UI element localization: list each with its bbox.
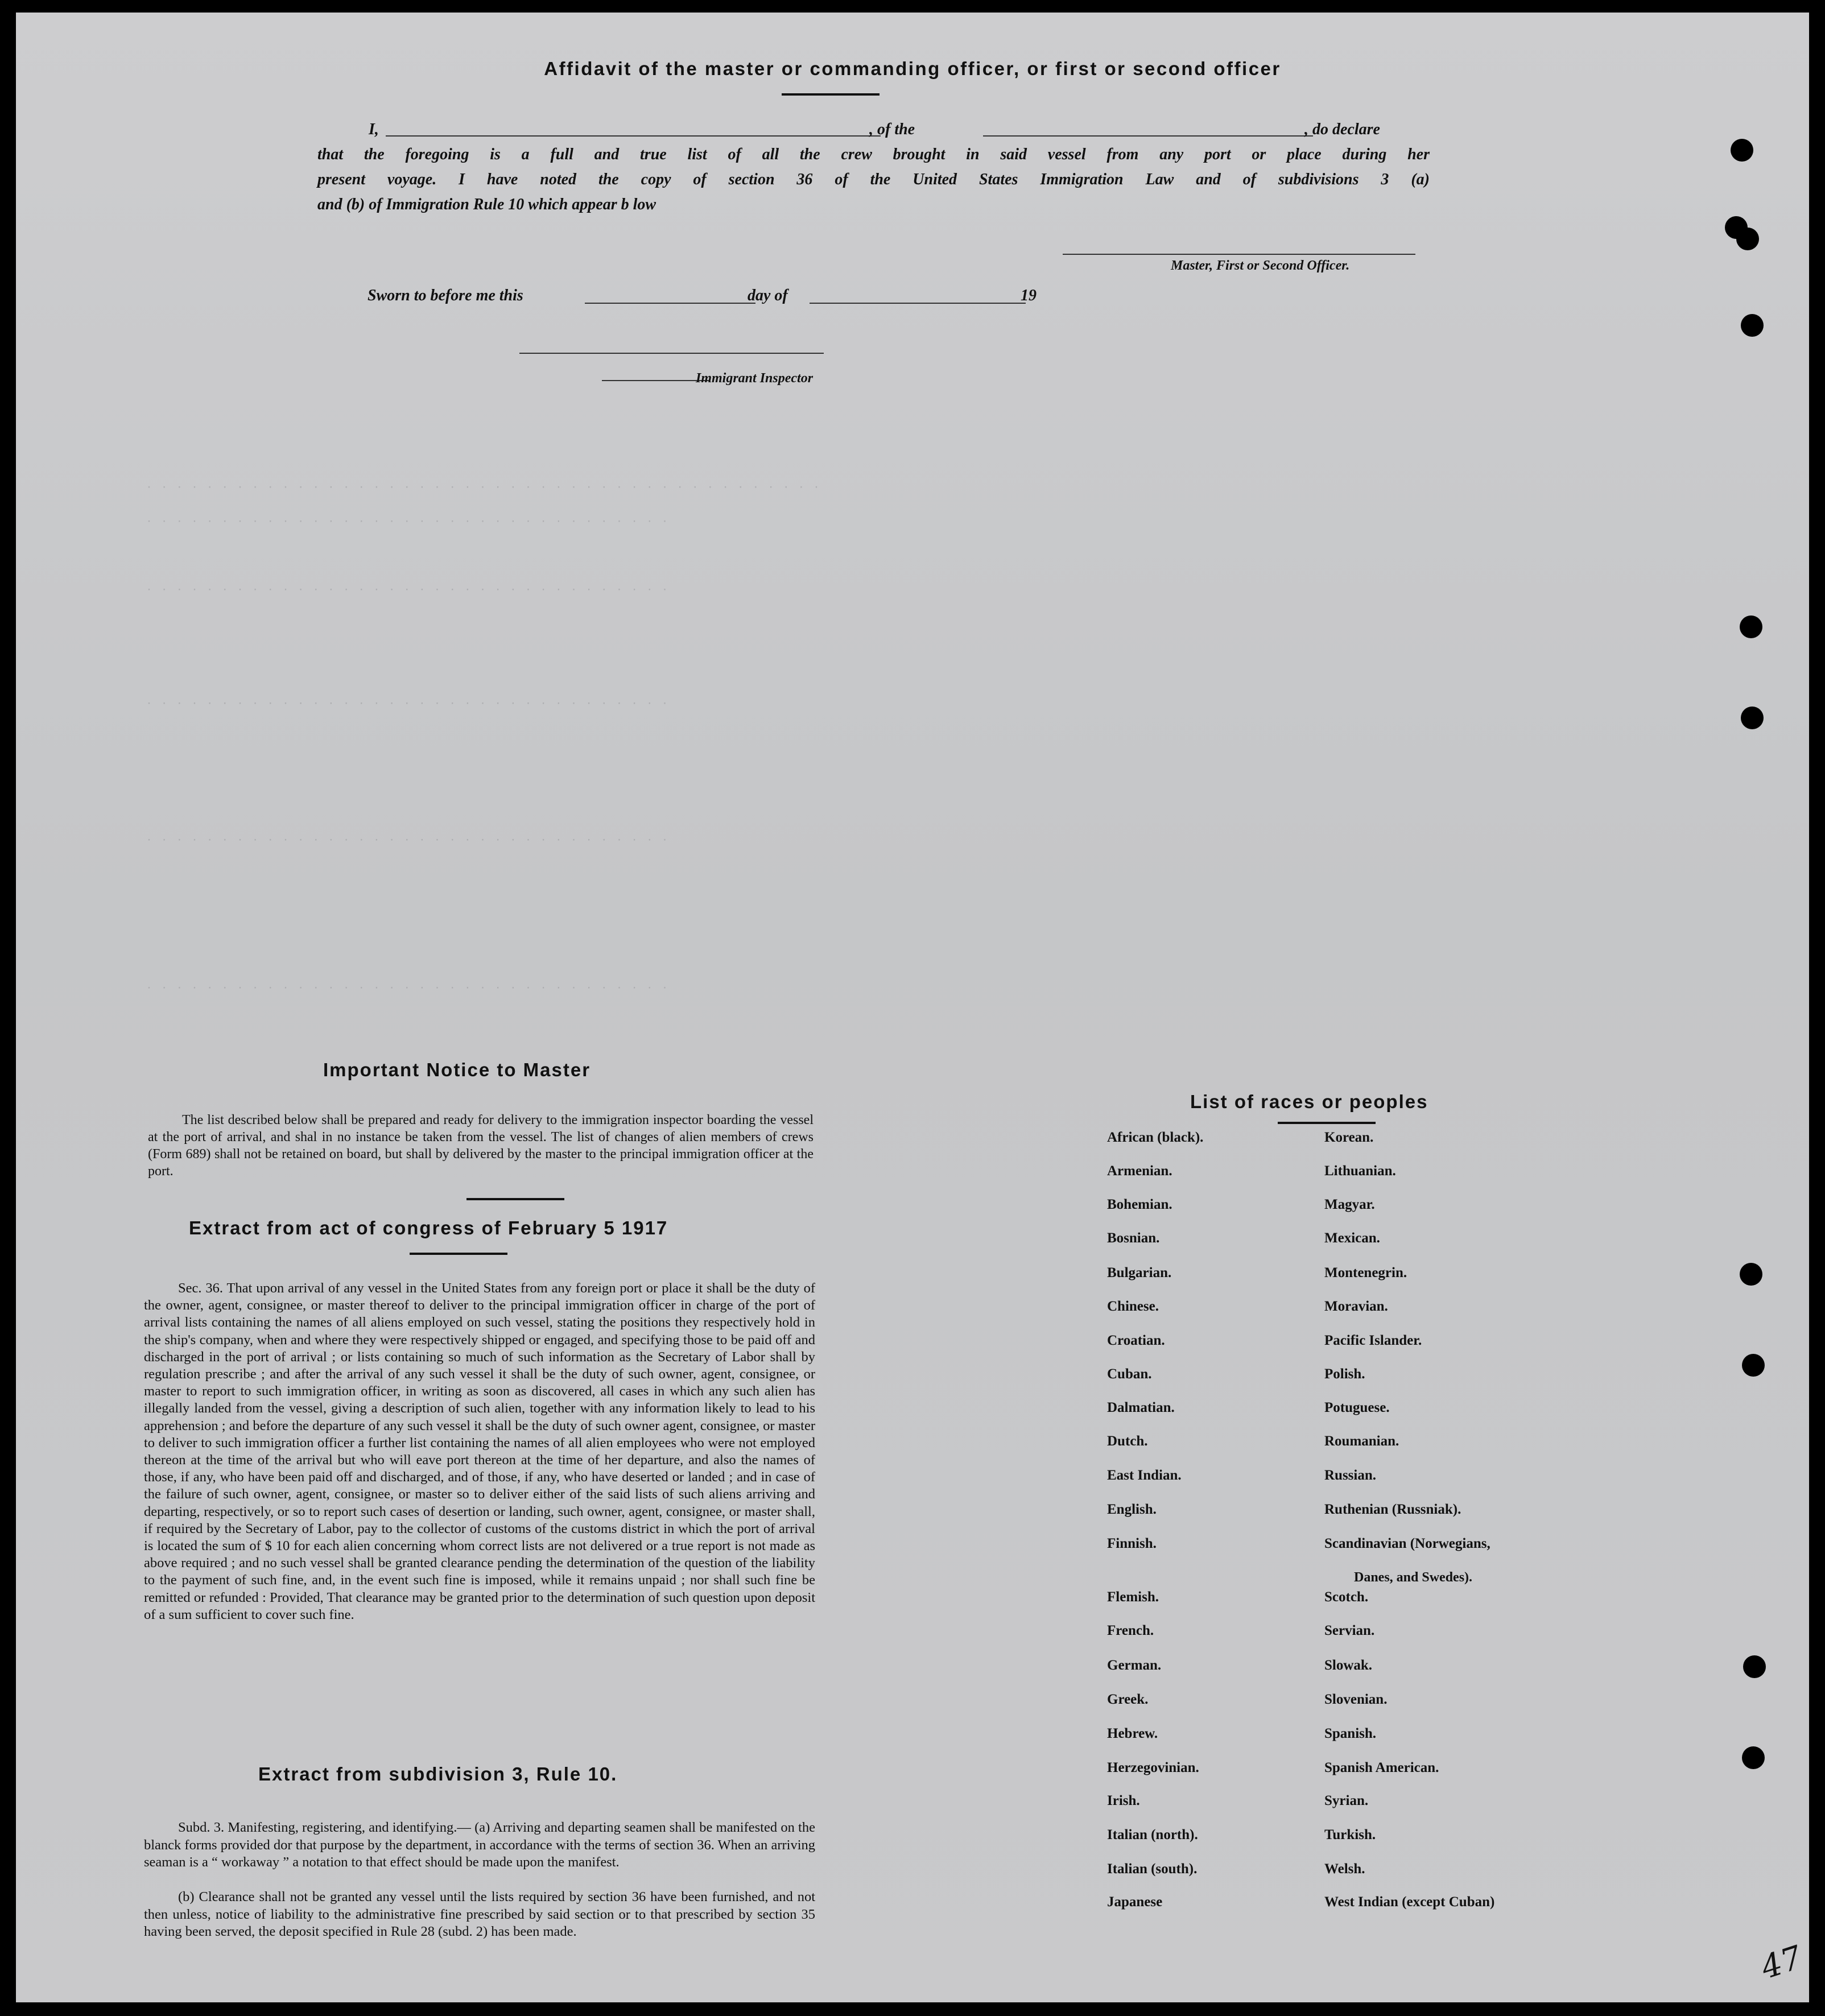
affidavit-declare: , do declare (1304, 121, 1380, 138)
race-item: Welsh. (1324, 1861, 1365, 1877)
race-scandinavian-cont: Danes, and Swedes). (1354, 1570, 1473, 1585)
act-rule (410, 1253, 507, 1255)
race-item: Dalmatian. (1107, 1400, 1175, 1415)
binder-hole (1742, 1354, 1765, 1377)
binder-hole (1742, 1746, 1765, 1769)
binder-hole (1740, 1263, 1762, 1286)
notice-rule (466, 1198, 564, 1200)
race-item: Moravian. (1324, 1299, 1388, 1314)
affidavit-line-2: that the foregoing is a full and true list of all the crew brought in said vessel from any port or place during her (317, 146, 1430, 163)
race-item: Dutch. (1107, 1433, 1148, 1449)
race-item: Irish. (1107, 1793, 1140, 1808)
notice-text: The list described below shall be prepared and ready for delivery to the immigration inspector boarding the vessel at the port of arrival, and shal in no instance be taken from the vessel. The list of changes of alien members of crews (Form 689) shall not be retained on board, but shall by delivered by the master to the principal immigration officer at the port. (148, 1113, 814, 1179)
race-item: Pacific Islander. (1324, 1333, 1422, 1348)
inspector-caption: Immigrant Inspector (696, 371, 814, 386)
race-item: Russian. (1324, 1468, 1377, 1483)
bleed-through-row: · · · · · · · · · · · · · · · · · · · · · · · · · · · · · · · · · · · (147, 695, 671, 710)
bleed-through-row: · · · · · · · · · · · · · · · · · · · · · · · · · · · · · · · · · · · (147, 513, 671, 528)
bleed-through-row: · · · · · · · · · · · · · · · · · · · · · · · · · · · · · · · · · · · (147, 980, 671, 995)
sworn-label: Sworn to before me this (368, 287, 523, 304)
race-item: African (black). (1107, 1130, 1204, 1145)
day-of-label: day of (748, 287, 788, 304)
race-item: Cuban. (1107, 1366, 1152, 1382)
race-item: Herzegovinian. (1107, 1760, 1199, 1775)
binder-hole (1740, 615, 1762, 638)
rule-heading: Extract from subdivision 3, Rule 10. (258, 1763, 618, 1784)
race-item: West Indian (except Cuban) (1324, 1894, 1495, 1910)
race-item: French. (1107, 1623, 1154, 1638)
race-item: German. (1107, 1658, 1162, 1673)
vessel-blank-line (983, 135, 1313, 137)
race-item: East Indian. (1107, 1468, 1182, 1483)
race-item: Chinese. (1107, 1299, 1159, 1314)
race-item: Italian (south). (1107, 1861, 1198, 1877)
race-item: Spanish. (1324, 1726, 1377, 1741)
notice-heading: Important Notice to Master (323, 1059, 591, 1080)
race-item: Slovenian. (1324, 1692, 1388, 1707)
race-item: Montenegrin. (1324, 1265, 1407, 1280)
rule-text-b: (b) Clearance shall not be granted any vessel until the lists required by section 36 have been furnished, and not then unless, notice of liability to the administrative fine prescribed by said section or to that prescribed by section 35 having been served, the deposit specified in Rule 28 (subd. 2) has been made. (144, 1889, 815, 1939)
affidavit-i: I, (369, 121, 379, 138)
race-item: Ruthenian (Russniak). (1324, 1502, 1461, 1517)
race-item: Polish. (1324, 1366, 1365, 1382)
race-item: Syrian. (1324, 1793, 1369, 1808)
rule-text-a: Subd. 3. Manifesting, registering, and identifying.— (a) Arriving and departing seamen shall be manifested on the blanck forms provided dor that purpose by the department, in accordance with the terms of section 36. When an arriving seaman is a “ workaway ” a notation to that effect should be made upon the manifest. (144, 1820, 815, 1870)
race-item: Greek. (1107, 1692, 1149, 1707)
binder-hole (1731, 139, 1753, 162)
race-item: English. (1107, 1502, 1157, 1517)
binder-hole (1741, 314, 1764, 337)
name-blank-line (386, 135, 881, 137)
races-rule (1278, 1122, 1376, 1124)
race-item: Scotch. (1324, 1589, 1369, 1605)
affidavit-line-4: and (b) of Immigration Rule 10 which appear b low (317, 196, 656, 213)
bleed-through-row: · · · · · · · · · · · · · · · · · · · · · · · · · · · · · · · · · · · (147, 581, 671, 597)
race-item: Slowak. (1324, 1658, 1373, 1673)
race-item: Bosnian. (1107, 1230, 1160, 1246)
race-item: Mexican. (1324, 1230, 1380, 1246)
inspector-line-2 (602, 380, 710, 381)
race-item: Finnish. (1107, 1536, 1157, 1551)
race-item: Turkish. (1324, 1827, 1376, 1843)
races-heading: List of races or peoples (1190, 1091, 1428, 1112)
race-item: Korean. (1324, 1130, 1374, 1145)
heading-rule (782, 93, 880, 96)
inspector-line-1 (519, 353, 824, 354)
race-item: Servian. (1324, 1623, 1375, 1638)
binder-hole (1741, 707, 1764, 729)
race-item: Japanese (1107, 1894, 1163, 1910)
race-item: Armenian. (1107, 1163, 1172, 1179)
race-item: Scandinavian (Norwegians, (1324, 1536, 1490, 1551)
master-caption: Master, First or Second Officer. (1171, 258, 1350, 273)
document-page (16, 13, 1809, 2002)
race-item: Magyar. (1324, 1197, 1375, 1212)
race-item: Roumanian. (1324, 1433, 1399, 1449)
race-item: Croatian. (1107, 1333, 1165, 1348)
bleed-through-row: · · · · · · · · · · · · · · · · · · · · · · · · · · · · · · · · · · · · · · · · · · · · · (147, 479, 823, 494)
race-item: Spanish American. (1324, 1760, 1439, 1775)
act-heading: Extract from act of congress of February 5 1917 (189, 1217, 668, 1238)
race-item: Potuguese. (1324, 1400, 1390, 1415)
race-item: Lithuanian. (1324, 1163, 1396, 1179)
sworn-month-line (810, 303, 1026, 304)
race-item: Hebrew. (1107, 1726, 1158, 1741)
year-label: 19 (1021, 287, 1037, 304)
act-text: Sec. 36. That upon arrival of any vessel in the United States from any foreign port or place it shall be the duty of the owner, agent, consignee, or master thereof to deliver to the principal immigration officer in charge of the port of arrival lists containing the names of all aliens employed on such vessel, stating the positions they respectively hold in the ship's company, when and where they were respectively shipped or engaged, and specifying those to be paid off and discharged in the port of arrival ; or lists containing so much of such information as the Secretary of Labor shall by regulation prescribe ; and after the arrival of any such vessel it shall be the duty of such owner, agent, consignee, or master to report to such immigration officer, in writing as soon as discovered, all cases in which any such alien has illegally landed from the vessel, giving a description of such alien, together with any information likely to lead to his apprehension ; and before the departure of any such vessel it shall be the duty of such owner agent, consignee, or master to deliver to such immigration officer a further list containing the names of all alien employees who were not employed thereon at the time of the arrival but who will eave port thereon at the time of her departure, and also the names of those, if any, who have been paid off and discharged, and of those, if any, who have deserted or landed ; and in case of the failure of such owner, agent, consignee, or master so to deliver either of the said lists of such aliens arriving and departing, respectively, or so to report such cases of desertion or landing, such owner, agent, consignee, or master shall, if required by the Secretary of Labor, pay to the collector of customs of the customs district in which the port of arrival is located the sum of $ 10 for each alien concerning whom correct lists are not delivered or a true report is not made as above required ; and no such vessel shall be granted clearance pending the determination of the question of the liability to the payment of such fine, and, in the event such fine is imposed, while it remains unpaid ; nor shall such fine be remitted or refunded : Provided, That clearance may be granted prior to the determination of such question upon deposit of a sum sufficient to cover such fine. (144, 1280, 815, 1622)
race-item: Bulgarian. (1107, 1265, 1172, 1280)
race-item: Bohemian. (1107, 1197, 1172, 1212)
race-item: Italian (north). (1107, 1827, 1198, 1843)
binder-hole (1743, 1655, 1766, 1678)
affidavit-of-the: , of the (869, 121, 915, 138)
affidavit-heading: Affidavit of the master or commanding officer, or first or second officer (544, 58, 1281, 79)
binder-hole (1736, 228, 1759, 250)
affidavit-line-3: present voyage. I have noted the copy of section 36 of the United States Immigration Law and of subdivisions 3 (a) (317, 171, 1430, 188)
race-item: Flemish. (1107, 1589, 1159, 1605)
page-number: 47 (1756, 1939, 1807, 1987)
sworn-day-line (585, 303, 755, 304)
master-signature-line (1063, 254, 1415, 255)
bleed-through-row: · · · · · · · · · · · · · · · · · · · · · · · · · · · · · · · · · · · (147, 832, 671, 847)
